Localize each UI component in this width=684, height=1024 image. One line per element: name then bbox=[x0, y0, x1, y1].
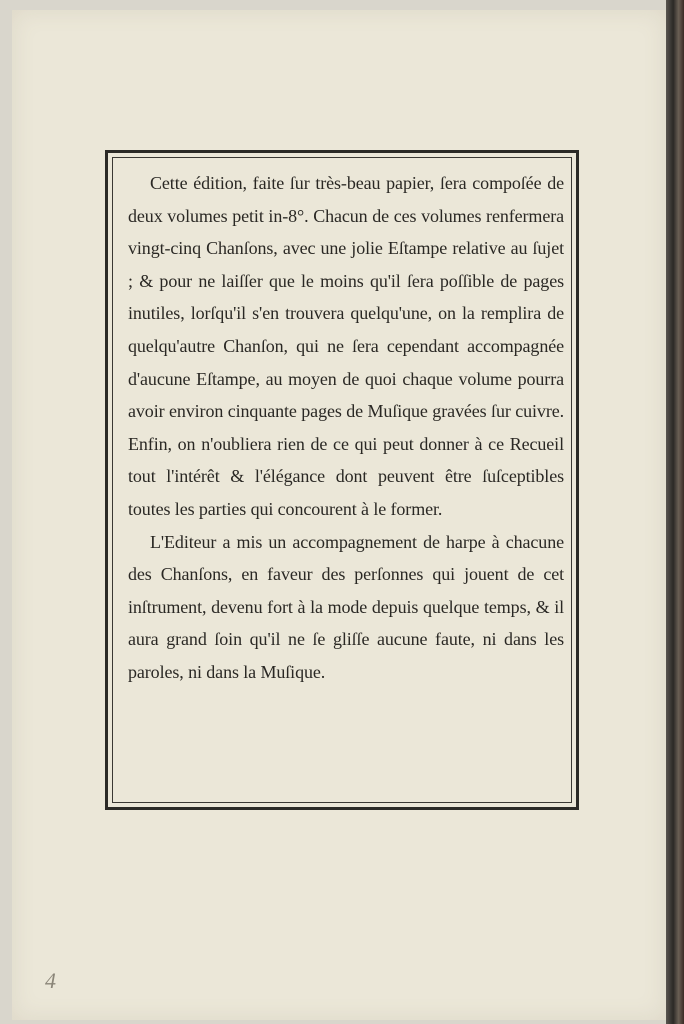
book-spine-edge bbox=[666, 0, 684, 1024]
text-frame-border bbox=[105, 150, 579, 810]
book-page bbox=[12, 10, 666, 1020]
notice-paragraph-2: L'Editeur a mis un accompagnement de harpe à chacune des Chanſons, en faveur des perſonnes qui jouent de cet inſtrument, devenu fort à la mode depuis quelque temps, & il aura grand ſoin qu'il ne ſe gliſſe aucune faute, ni dans les paroles, ni dans la Muſique. bbox=[128, 531, 564, 682]
notice-paragraph-1: Cette édition, faite ſur très-beau papier, ſera compoſée de deux volumes petit in-8°. Chacun de ces volumes renfermera vingt-cinq Chanſons, avec une jolie Eſtampe relative au ſujet ; & pour ne laiſſer que le moins qu'il ſera poſſible de pages inutiles, lorſqu'il s'en trouvera quelqu'une, on la remplira de quelqu'autre Chanſon, qui ne ſera cependant accompagnée d'aucune Eſtampe, au moyen de quoi chaque volume pourra avoir environ cinquante pages de Muſique gravées ſur cuivre. Enfin, on n'oubliera rien de ce qui peut donner à ce Recueil tout l'intérêt & l'élégance dont peuvent être ſuſceptibles toutes les parties qui concourent à le former. bbox=[128, 173, 564, 519]
page-number: 4 bbox=[45, 968, 56, 993]
notice-text-block bbox=[128, 167, 564, 689]
